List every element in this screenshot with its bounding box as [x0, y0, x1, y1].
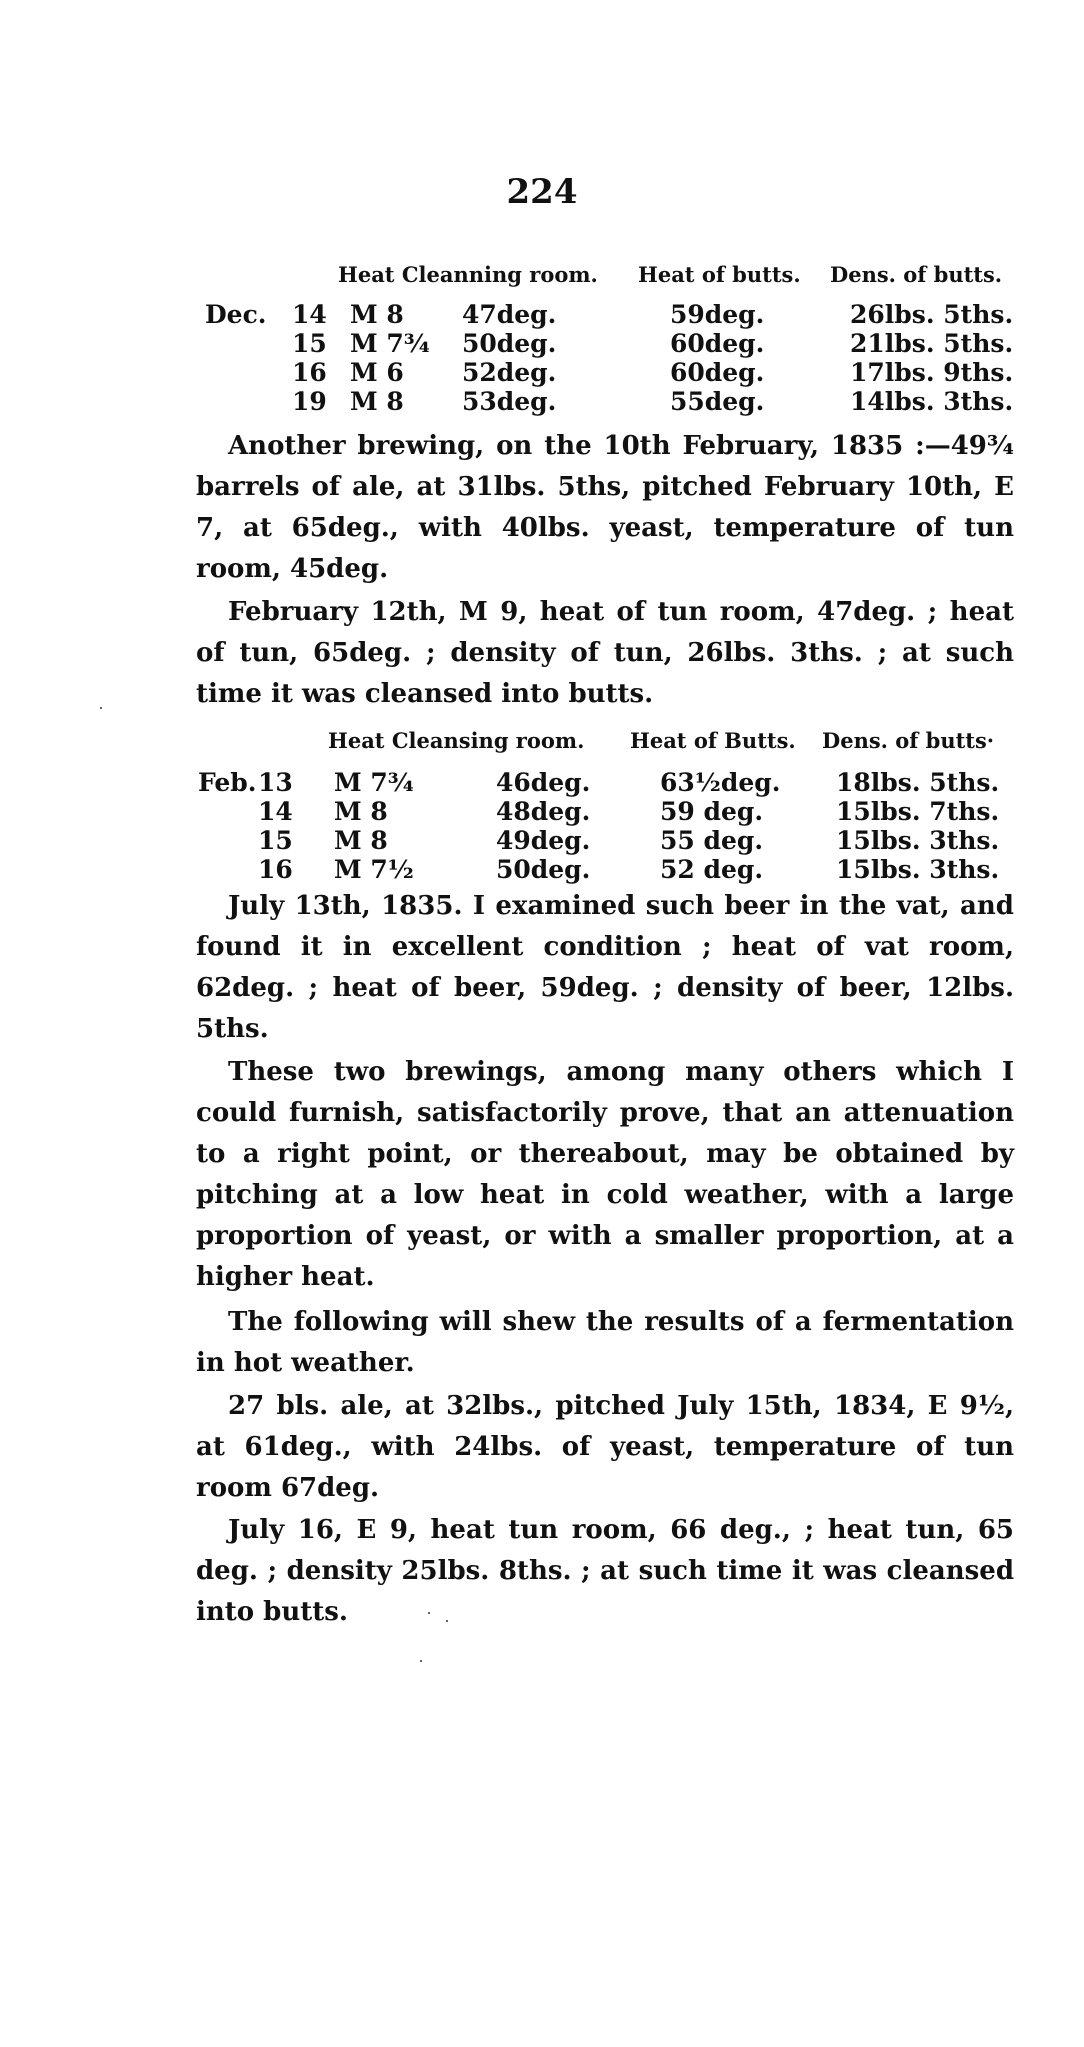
- row-room-heat: 50deg.: [462, 329, 557, 358]
- row-density: 18lbs. 5ths.: [836, 768, 1000, 797]
- row-density: 14lbs. 3ths.: [850, 387, 1014, 416]
- table1-header-dens: Dens. of butts.: [830, 262, 1003, 287]
- row-time: M 6: [350, 358, 404, 387]
- row-day: 16: [292, 358, 327, 387]
- row-butts-heat: 60deg.: [670, 358, 765, 387]
- table-row: [0, 826, 1084, 856]
- row-butts-heat: 63½deg.: [660, 768, 781, 797]
- table2-header-dens: Dens. of butts·: [822, 728, 995, 753]
- table2-header-room: Heat Cleansing room.: [328, 728, 585, 753]
- table-row: [0, 329, 1084, 359]
- row-density: 21lbs. 5ths.: [850, 329, 1014, 358]
- row-density: 15lbs. 3ths.: [836, 855, 1000, 884]
- row-room-heat: 50deg.: [496, 855, 591, 884]
- row-month: Feb.: [198, 768, 257, 797]
- row-time: M 8: [334, 797, 388, 826]
- row-day: 15: [258, 826, 293, 855]
- paragraph-27-bls: 27 bls. ale, at 32lbs., pitched July 15th, 1834, E 9½, at 61deg., with 24lbs. of yeast, temperature of tun room 67deg.: [196, 1391, 1014, 1503]
- table-row: [0, 768, 1084, 798]
- row-day: 14: [258, 797, 293, 826]
- row-time: M 7½: [334, 855, 414, 884]
- paragraph-following: The following will shew the results of a fermentation in hot weather.: [196, 1307, 1014, 1378]
- row-time: M 7¾: [350, 329, 430, 358]
- row-butts-heat: 52 deg.: [660, 855, 764, 884]
- row-density: 17lbs. 9ths.: [850, 358, 1014, 387]
- paragraph-another-brewing: Another brewing, on the 10th February, 1835 :—49¾ barrels of ale, at 31lbs. 5ths, pitched February 10th, E 7, at 65deg., with 40lbs. yeast, temperature of tun room, 45deg.: [196, 431, 1014, 584]
- paragraph-these-two-brewings: These two brewings, among many others which I could furnish, satisfactorily prove, that an attenuation to a right point, or thereabout, may be obtained by pitching at a low heat in cold weather, with a large proportion of yeast, or with a smaller proportion, at a higher heat.: [196, 1057, 1014, 1292]
- scan-speck: [420, 1660, 422, 1662]
- row-time: M 7¾: [334, 768, 414, 797]
- table-row: [0, 797, 1084, 827]
- row-time: M 8: [334, 826, 388, 855]
- row-butts-heat: 59deg.: [670, 300, 765, 329]
- table-row: [0, 855, 1084, 885]
- paragraph-july-16: July 16, E 9, heat tun room, 66 deg., ; heat tun, 65 deg. ; density 25lbs. 8ths. ; at such time it was cleansed into butts.: [196, 1515, 1014, 1627]
- row-density: 26lbs. 5ths.: [850, 300, 1014, 329]
- page-number: 224: [506, 172, 578, 212]
- paragraph-july-13th: July 13th, 1835. I examined such beer in the vat, and found it in excellent condition ; heat of vat room, 62deg. ; heat of beer, 59deg. ; density of beer, 12lbs. 5ths.: [196, 891, 1014, 1044]
- scan-speck: [428, 1612, 430, 1614]
- scan-speck: [100, 707, 102, 709]
- row-day: 15: [292, 329, 327, 358]
- table-row: [0, 387, 1084, 417]
- row-room-heat: 53deg.: [462, 387, 557, 416]
- scan-speck: [446, 1620, 448, 1622]
- row-day: 16: [258, 855, 293, 884]
- row-butts-heat: 55 deg.: [660, 826, 764, 855]
- table-row: [0, 358, 1084, 388]
- row-density: 15lbs. 3ths.: [836, 826, 1000, 855]
- row-day: 14: [292, 300, 327, 329]
- row-time: M 8: [350, 300, 404, 329]
- row-density: 15lbs. 7ths.: [836, 797, 1000, 826]
- row-room-heat: 46deg.: [496, 768, 591, 797]
- row-time: M 8: [350, 387, 404, 416]
- table2-header-butts: Heat of Butts.: [630, 728, 796, 753]
- paragraph-february-12th: February 12th, M 9, heat of tun room, 47deg. ; heat of tun, 65deg. ; density of tun, 26lbs. 3ths. ; at such time it was cleansed into butts.: [196, 597, 1014, 709]
- row-room-heat: 48deg.: [496, 797, 591, 826]
- table1-header-butts: Heat of butts.: [638, 262, 801, 287]
- row-day: 19: [292, 387, 327, 416]
- row-room-heat: 49deg.: [496, 826, 591, 855]
- row-room-heat: 52deg.: [462, 358, 557, 387]
- row-butts-heat: 59 deg.: [660, 797, 764, 826]
- table1-header-room: Heat Cleanning room.: [338, 262, 598, 287]
- row-butts-heat: 55deg.: [670, 387, 765, 416]
- row-room-heat: 47deg.: [462, 300, 557, 329]
- table-row: [0, 300, 1084, 330]
- row-butts-heat: 60deg.: [670, 329, 765, 358]
- row-month: Dec.: [205, 300, 267, 329]
- row-day: 13: [258, 768, 293, 797]
